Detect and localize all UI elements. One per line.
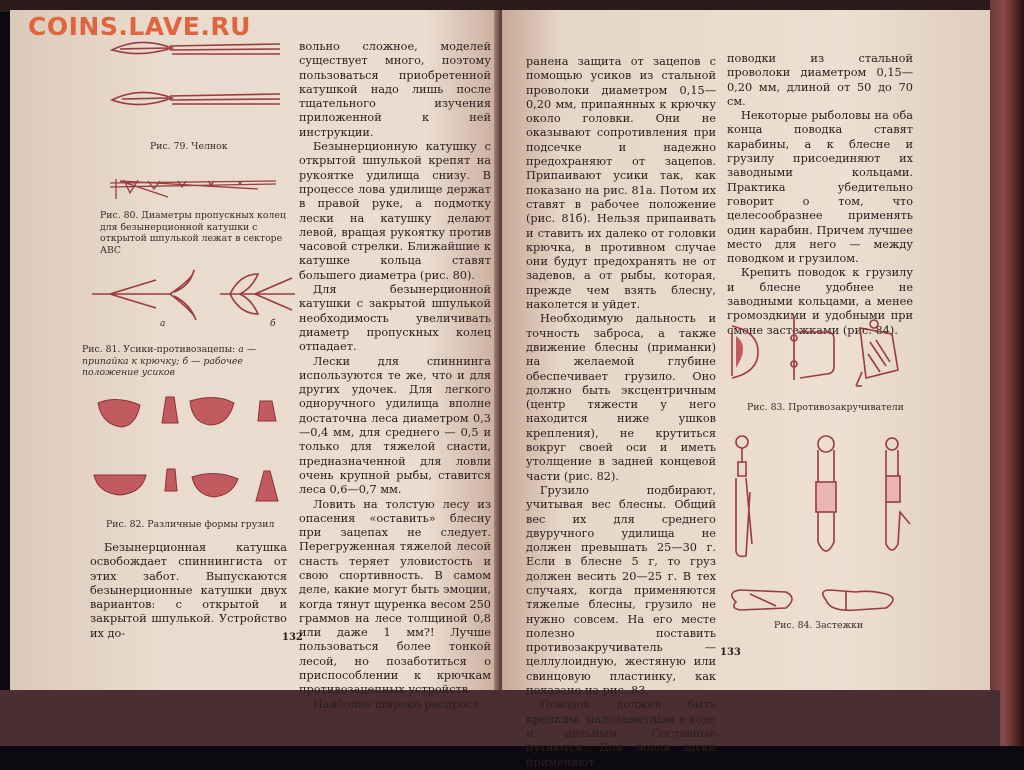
sinker-5 xyxy=(94,475,146,495)
paragraph: Безынерционная катушка освобождает спиннингиста от этих забот. Выпускаются безынерционные катушки двух вариантов: с открытой и закрытой шпулькой. Устройство их до- xyxy=(90,541,287,640)
paragraph: вольно сложное, моделей существует много, поэтому пользоваться приобретенной катушкой надо лишь после тщательного изучения приложенной к ней инструкции. xyxy=(299,40,491,139)
fig81-hooks-illustration xyxy=(90,268,300,328)
hook-a xyxy=(92,270,196,320)
fig81-label-b: б xyxy=(270,319,276,329)
paragraph: Поводок должен быть крепким, малозаметным в воде и цельным. Составные путаются. Для ловли щуки применяют xyxy=(526,698,716,769)
clasp-4 xyxy=(732,590,792,610)
fig84-caption: Рис. 84. Застежки xyxy=(774,620,864,631)
paragraph: Лески для спиннинга используются те же, что и для других удочек. Для легкого одноручного удилища вполне достаточна леса диаметром 0,3—0,4 мм, для среднего — 0,5 и только для тяжелой снасти, предназначенной для ловли очень крупной рыбы, ставится леса 0,6—0,7 мм. xyxy=(299,354,491,497)
shuttle-top xyxy=(112,42,280,54)
paragraph: Некоторые рыболовы на оба конца поводка ставят карабины, а к блесне и грузилу присоединяют их заводными кольцами. Практика убедительно говорит о том, что целесообразнее применять один карабин. Причем лучшее место для него — между поводком и грузилом. xyxy=(727,109,913,266)
sinker-2 xyxy=(162,397,178,423)
page-number: 132 xyxy=(282,632,303,643)
paragraph: Крепить поводок к грузилу и блесне удобнее не заводными кольцами, а менее громоздкими и удобными при смене застежками (рис. 84). xyxy=(727,266,913,337)
shuttle-bottom xyxy=(112,92,280,104)
fig79-shuttle-illustration xyxy=(110,32,290,127)
watermark-logo: COINS.LAVE.RU xyxy=(28,12,251,41)
fig81-caption-italic: а — припайка к крючку; б — рабочее положение усиков xyxy=(82,344,257,378)
fig81-caption-lead: Рис. 81. Усики-противозацепы: xyxy=(82,344,236,355)
fig84-clasps-illustration xyxy=(726,432,916,622)
book-right-edge xyxy=(990,0,1024,746)
paragraph: ранена защита от зацепов с помощью усиков из стальной проволоки диаметром 0,15—0,20 мм, припаянных к крючку около головки. Они не оказывают сопротивления при подсечке и надежно предохраняют от зацепов. Припаивают усики так, как показано на рис. 81а. Потом их ставят в рабочее положение (рис. 81б). Нельзя припаивать и ставить их далеко от головки крючка, в противном случае они будут предохранять не от задевов, а от рыбы, которая, прежде чем взять блесну, наколется и уйдет. xyxy=(526,55,716,312)
fig80-caption: Рис. 80. Диаметры пропускных колец для безынерционной катушки с открытой шпулькой лежат в секторе АВС xyxy=(100,210,286,256)
paragraph: Наиболее широко распрост- xyxy=(313,697,483,711)
paragraph: Необходимую дальность и точность заброса, а также движение блесны (приманки) на желаемой глубине обеспечивает грузило. Оно должно быть эксцентричным (центр тяжести у него находится ниже ушков крепления), не крутиться вокруг своей оси и иметь утолщение в задней концевой части (рис. 82). xyxy=(526,312,716,483)
page-number: 133 xyxy=(720,647,741,658)
antitwist-2 xyxy=(791,316,834,380)
clasp-3 xyxy=(886,438,910,550)
right-page-col2-text xyxy=(727,52,913,338)
left-page xyxy=(10,10,500,711)
clasp-1 xyxy=(736,436,752,556)
sinker-8 xyxy=(256,471,278,501)
sinker-1 xyxy=(98,399,140,427)
antitwist-1 xyxy=(732,326,758,378)
paragraph: Грузило подбирают, учитывая вес блесны. Общий вес их для среднего двуручного удилища не должен превышать 25—30 г. Если в блесне 5 г, то груз должен весить 20—25 г. В тех случаях, когда применяются тяжелые блесны, грузило не нужно совсем. На его месте полезно поставить противозакручиватель — целлулоидную, жестяную или свинцовую пластинку, как показано на рис. 83. xyxy=(526,483,716,698)
fig82-caption: Рис. 82. Различные формы грузил xyxy=(106,519,275,530)
right-page-col1-text xyxy=(526,55,716,770)
fig81-label-a: а xyxy=(160,319,166,329)
paragraph: Безынерционную катушку с открытой шпулькой крепят на рукоятке удилища снизу. В процессе лова удилище держат в правой руке, а подмотку лески на катушку делают левой, вращая рукоятку против часовой стрелки. Ближайшие к катушке кольца ставят большего диаметра (рис. 80). xyxy=(299,140,491,282)
right-page xyxy=(502,10,990,769)
fig80-rod-illustration xyxy=(108,175,280,205)
left-page-col1-text xyxy=(90,541,287,641)
fig82-sinkers-illustration xyxy=(92,395,292,505)
sinker-3 xyxy=(190,397,234,425)
sinker-4 xyxy=(258,401,276,421)
sinker-7 xyxy=(192,473,238,497)
clasp-5 xyxy=(823,590,893,610)
paragraph: Ловить на толстую лесу из опасения «оставить» блесну при зацепах не следует. Перегруженная тяжелой лесой снасть теряет уловистость и свою спортивность. В самом деле, какие могут быть эмоции, когда тянут щуренка весом 250 граммов на лесе толщиной 0,8 или даже 1 мм?! Лучше пользоваться более тонкой лесой, но позаботиться о приспособлении к крючкам противозацепных устройств. xyxy=(299,497,491,697)
fig83-caption: Рис. 83. Противозакручиватели xyxy=(747,402,904,413)
sinker-6 xyxy=(165,469,177,491)
book-cover-bottom xyxy=(0,690,1000,746)
hook-b xyxy=(220,274,295,314)
fig79-caption: Рис. 79. Челнок xyxy=(150,141,228,152)
antitwist-3 xyxy=(856,320,898,386)
fig81-caption xyxy=(82,344,280,379)
paragraph: поводки из стальной проволоки диаметром 0,15—0,20 мм, длиной от 50 до 70 см. xyxy=(727,52,913,108)
paragraph: Для безынерционной катушки с закрытой шпулькой необходимость увеличивать диаметр пропускных колец отпадает. xyxy=(299,283,491,354)
left-page-col2-text xyxy=(299,40,491,712)
fig83-antitwist-illustration xyxy=(724,306,904,386)
clasp-2 xyxy=(816,436,836,551)
